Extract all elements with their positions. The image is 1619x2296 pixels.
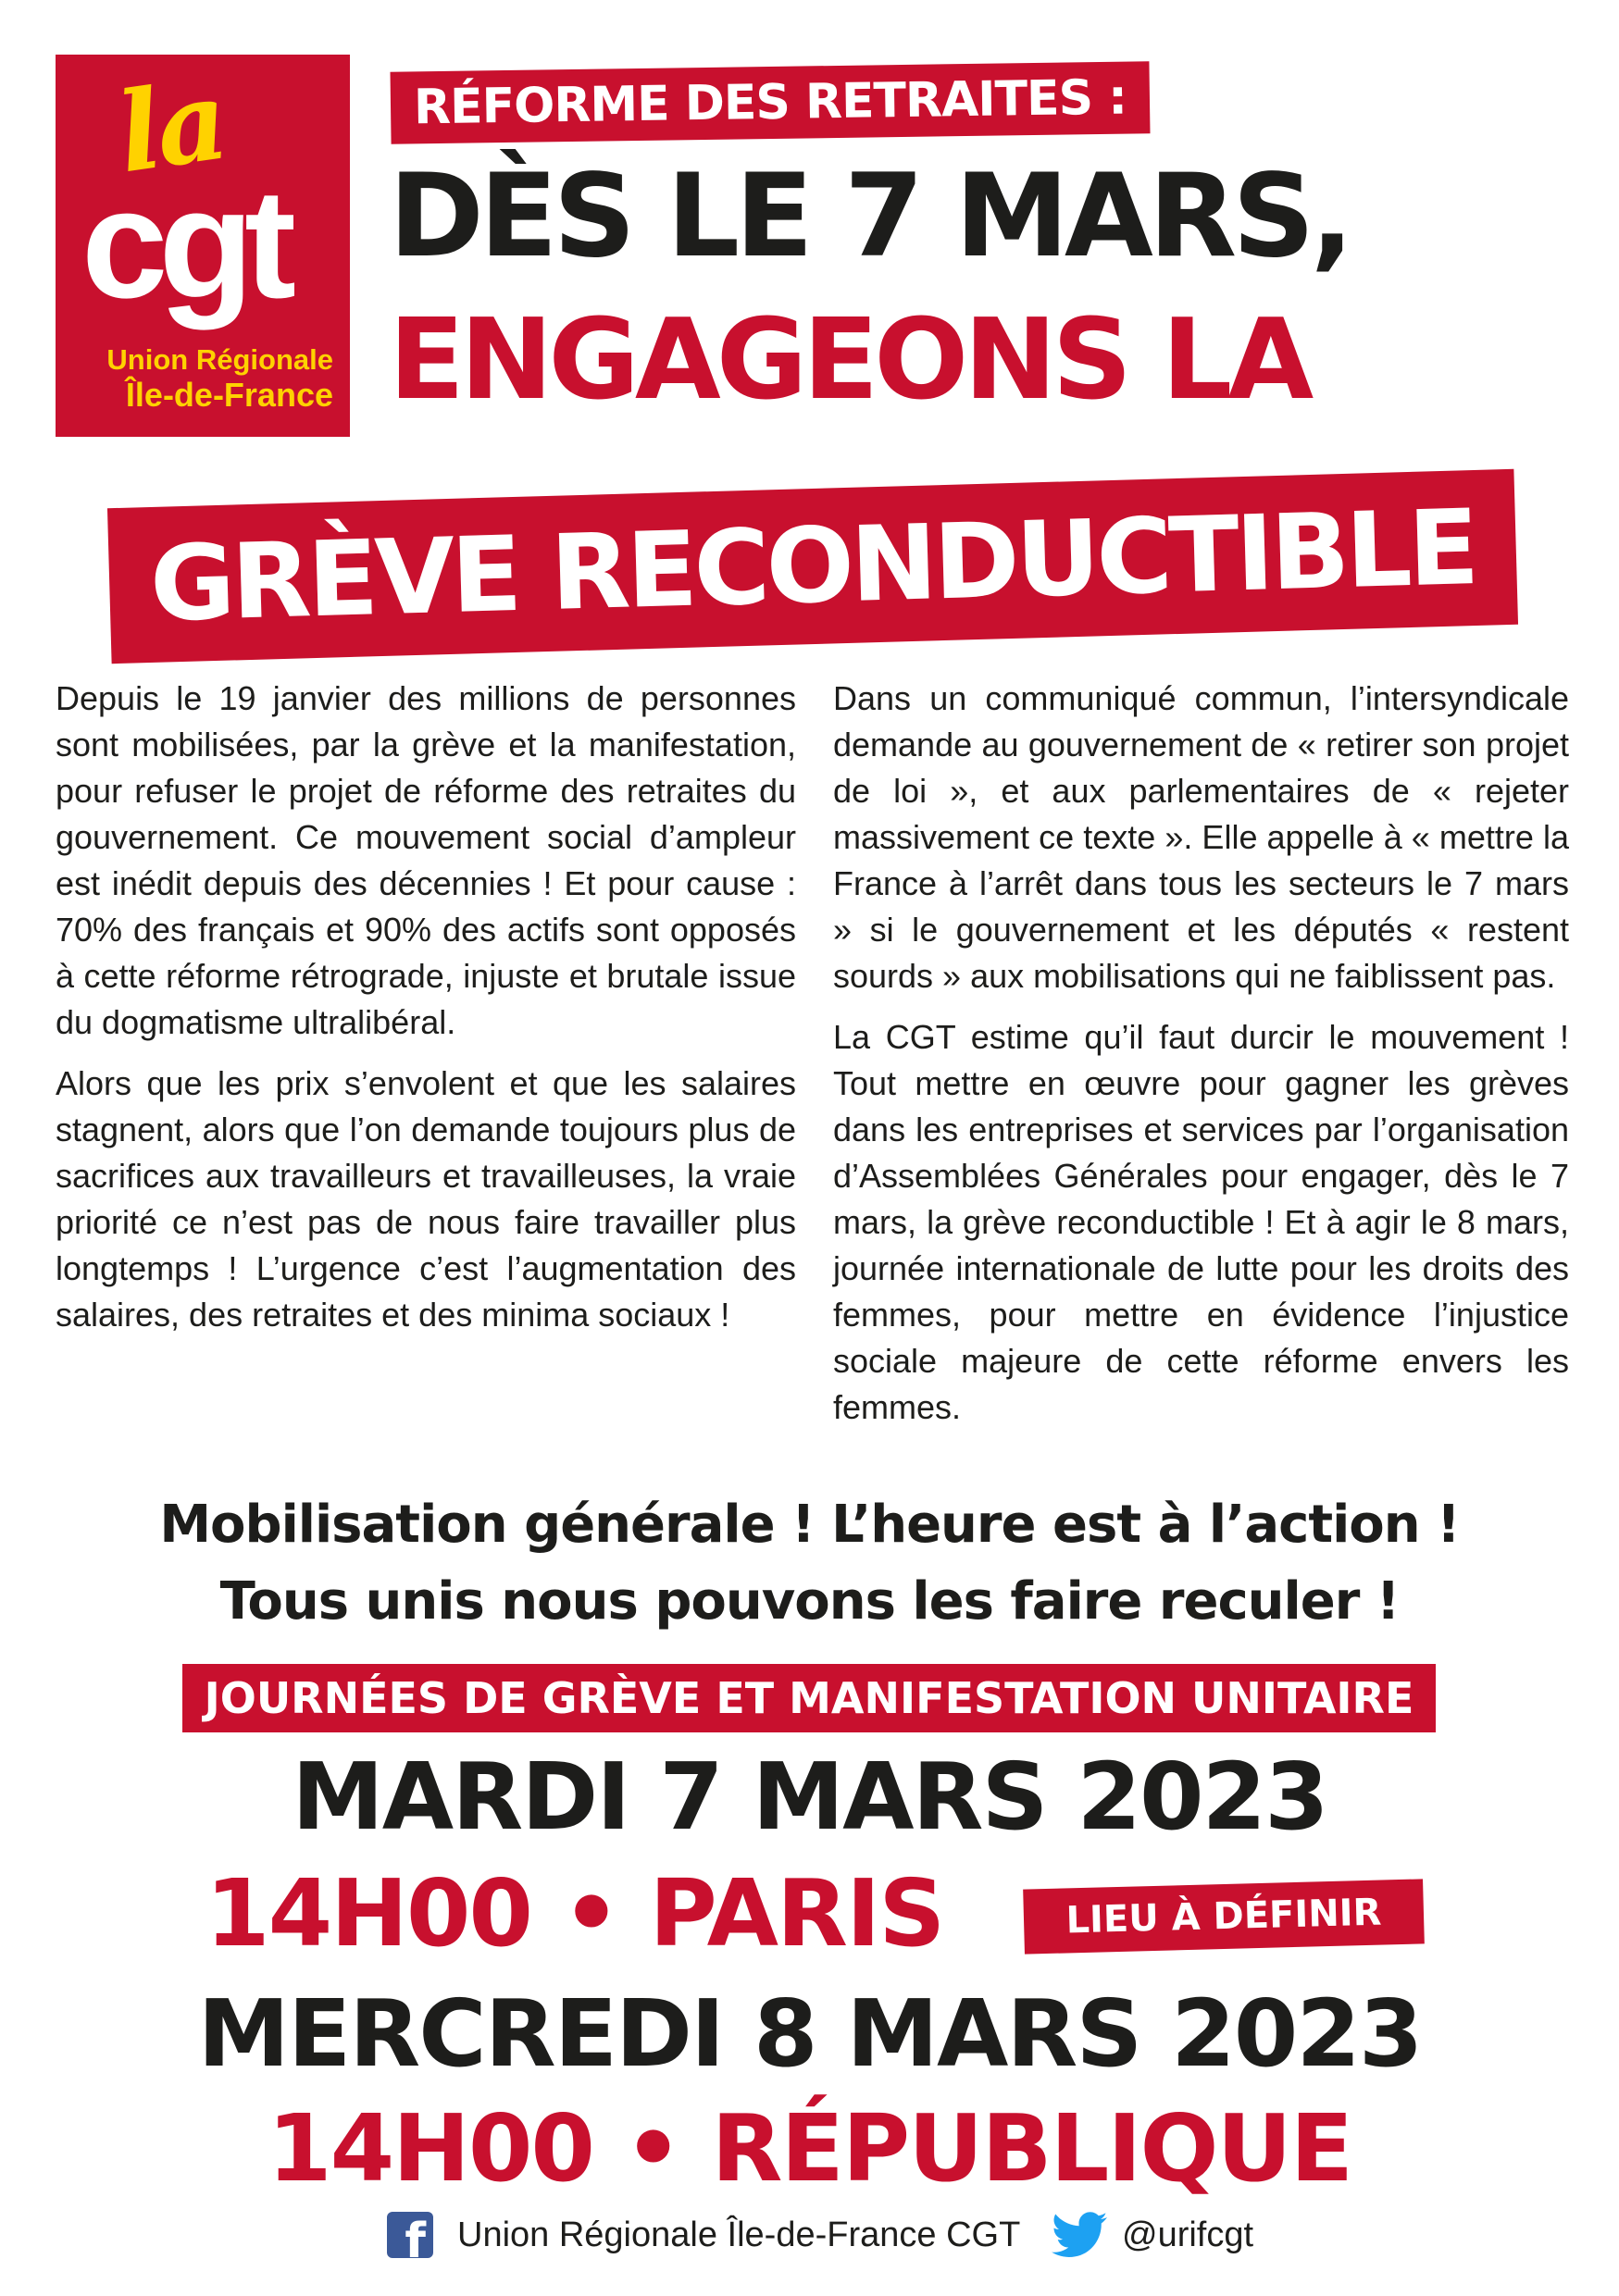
headline-line-3: GRÈVE RECONDUCTIBLE [148,488,1477,645]
logo-subtitle-1: Union Régionale [106,343,333,376]
facebook-icon[interactable] [387,2212,433,2258]
body-column-right [833,676,1569,1446]
logo-script: la [109,55,232,198]
body-paragraph: Depuis le 19 janvier des millions de personnes sont mobilisées, par la grève et la manifestation, pour refuser le projet de réforme des retraites du gouvernement. Ce mouvement social d’ampleur est inédit depuis des décennies ! Et pour cause : 70% des français et 90% des actifs sont opposés à cette réforme rétrograde, injuste et brutale issue du dogmatisme ultralibéral. [56,679,796,1041]
twitter-handle[interactable]: @urifcgt [1122,2215,1254,2254]
footer-organization: Union Régionale Île-de-France CGT [457,2215,1021,2254]
headline-line-1: DÈS LE 7 MARS, [389,150,1350,283]
headline-line-2: ENGAGEONS LA [389,296,1310,425]
kicker-banner: RÉFORME DES RETRAITES : [390,61,1150,143]
event-2-time-place: 14H00 • RÉPUBLIQUE [267,2094,1352,2203]
event-1-time-place: 14H00 • PARIS [205,1859,944,1967]
logo-main: cgt [81,156,287,330]
cgt-logo [56,55,350,437]
event-1-note-badge: LIEU À DÉFINIR [1023,1879,1425,1954]
call-line-1: Mobilisation générale ! L’heure est à l’action ! [159,1495,1460,1555]
twitter-icon[interactable] [1052,2212,1107,2258]
body-column-left [56,676,796,1353]
facebook-glyph: f [405,2214,426,2258]
body-paragraph: Dans un communiqué commun, l’intersyndicale demande au gouvernement de « retirer son projet de loi », et aux parlementaires de « rejeter massivement ce texte ». Elle appelle à « mettre la France à l’arrêt dans tous les secteurs le 7 mars » si le gouvernement et les députés « restent sourds » aux mobilisations qui ne faiblissent pas. [833,679,1569,995]
call-line-2: Tous unis nous pouvons les faire reculer ! [219,1571,1400,1632]
event-2-date: MERCREDI 8 MARS 2023 [197,1980,1422,2088]
body-paragraph: Alors que les prix s’envolent et que les salaires stagnent, alors que l’on demande toujours plus de sacrifices aux travailleurs et travailleuses, la vraie priorité ce n’est pas de nous faire travailler plus longtemps ! L’urgence c’est l’augmentation des salaires, des retraites et des minima sociaux ! [56,1064,796,1334]
event-1-date: MARDI 7 MARS 2023 [292,1743,1327,1851]
body-paragraph: La CGT estime qu’il faut durcir le mouvement ! Tout mettre en œuvre pour gagner les grèves dans les entreprises et services par l’organisation d’Assemblées Générales pour engager, dès le 7 mars, la grève reconductible ! Et à agir le 8 mars, journée internationale de lutte pour les droits des femmes, pour mettre en évidence l’injustice sociale majeure de cette réforme envers les femmes. [833,1018,1569,1426]
events-banner: JOURNÉES DE GRÈVE ET MANIFESTATION UNITAIRE [182,1664,1436,1732]
logo-subtitle-2: Île-de-France [125,376,333,414]
